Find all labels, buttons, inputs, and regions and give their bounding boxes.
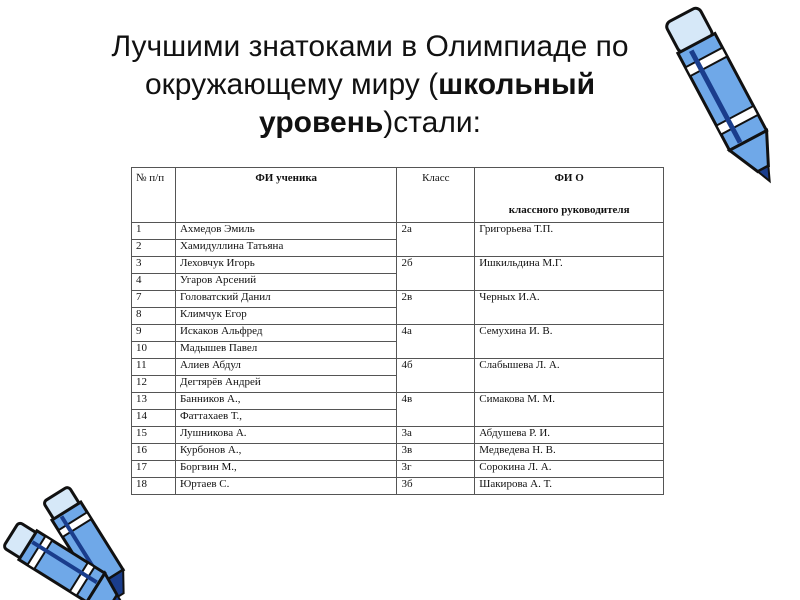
cell-student: Дегтярёв Андрей bbox=[175, 376, 396, 393]
title-part-2: )стали: bbox=[383, 106, 481, 139]
table-row bbox=[132, 393, 664, 410]
cell-student: Головатский Данил bbox=[175, 291, 396, 308]
title-bold: школьный уровень bbox=[259, 68, 596, 139]
cell-student: Искаков Альфред bbox=[175, 325, 396, 342]
cell-teacher: Симакова М. М. bbox=[475, 393, 664, 427]
cell-teacher: Ишкильдина М.Г. bbox=[475, 257, 664, 291]
header-class: Класс bbox=[397, 168, 475, 223]
results-table bbox=[131, 167, 664, 495]
slide-title bbox=[70, 28, 670, 142]
header-teacher bbox=[475, 168, 664, 223]
cell-num: 9 bbox=[132, 325, 176, 342]
cell-num: 15 bbox=[132, 427, 176, 444]
cell-class: 4в bbox=[397, 393, 475, 427]
cell-teacher: Шакирова А. Т. bbox=[475, 478, 664, 495]
cell-class: 3в bbox=[397, 444, 475, 461]
table-row bbox=[132, 223, 664, 240]
cell-num: 3 bbox=[132, 257, 176, 274]
table-header-row bbox=[132, 168, 664, 223]
cell-teacher: Сорокина Л. А. bbox=[475, 461, 664, 478]
table-row bbox=[132, 257, 664, 274]
cell-teacher: Семухина И. В. bbox=[475, 325, 664, 359]
table-row bbox=[132, 427, 664, 444]
cell-class: 2а bbox=[397, 223, 475, 257]
cell-num: 17 bbox=[132, 461, 176, 478]
cell-num: 2 bbox=[132, 240, 176, 257]
cell-class: 2в bbox=[397, 291, 475, 325]
cell-num: 14 bbox=[132, 410, 176, 427]
table-row bbox=[132, 359, 664, 376]
cell-num: 1 bbox=[132, 223, 176, 240]
cell-student: Боргвин М., bbox=[175, 461, 396, 478]
table-row bbox=[132, 461, 664, 478]
cell-student: Леховчук Игорь bbox=[175, 257, 396, 274]
cell-student: Хамидуллина Татьяна bbox=[175, 240, 396, 257]
table-row bbox=[132, 325, 664, 342]
cell-teacher: Григорьева Т.П. bbox=[475, 223, 664, 257]
cell-student: Алиев Абдул bbox=[175, 359, 396, 376]
cell-num: 10 bbox=[132, 342, 176, 359]
cell-student: Юртаев С. bbox=[175, 478, 396, 495]
cell-teacher: Абдушева Р. И. bbox=[475, 427, 664, 444]
table-row bbox=[132, 291, 664, 308]
cell-student: Угаров Арсений bbox=[175, 274, 396, 291]
cell-teacher: Слабышева Л. А. bbox=[475, 359, 664, 393]
cell-num: 8 bbox=[132, 308, 176, 325]
cell-num: 11 bbox=[132, 359, 176, 376]
table-row bbox=[132, 478, 664, 495]
cell-class: 4б bbox=[397, 359, 475, 393]
cell-student: Мадышев Павел bbox=[175, 342, 396, 359]
cell-num: 4 bbox=[132, 274, 176, 291]
cell-class: 4а bbox=[397, 325, 475, 359]
cell-student: Курбонов А., bbox=[175, 444, 396, 461]
header-teacher-line1: ФИ О bbox=[554, 172, 584, 184]
crayon-top-right-icon bbox=[660, 0, 790, 195]
crayon-bottom-left-icon bbox=[0, 478, 175, 600]
title-part-1: Лучшими знатоками в Олимпиаде по окружающему миру ( bbox=[111, 30, 629, 101]
cell-teacher: Черных И.А. bbox=[475, 291, 664, 325]
cell-num: 16 bbox=[132, 444, 176, 461]
cell-num: 13 bbox=[132, 393, 176, 410]
cell-num: 12 bbox=[132, 376, 176, 393]
cell-class: 3г bbox=[397, 461, 475, 478]
cell-student: Ахмедов Эмиль bbox=[175, 223, 396, 240]
cell-class: 3а bbox=[397, 427, 475, 444]
cell-student: Банников А., bbox=[175, 393, 396, 410]
header-student: ФИ ученика bbox=[175, 168, 396, 223]
cell-student: Лушникова А. bbox=[175, 427, 396, 444]
cell-class: 2б bbox=[397, 257, 475, 291]
table-row bbox=[132, 444, 664, 461]
cell-num: 7 bbox=[132, 291, 176, 308]
cell-num: 18 bbox=[132, 478, 176, 495]
cell-class: 3б bbox=[397, 478, 475, 495]
header-teacher-line2: классного руководителя bbox=[508, 204, 630, 216]
cell-student: Климчук Егор bbox=[175, 308, 396, 325]
header-num: № п/п bbox=[132, 168, 176, 223]
cell-teacher: Медведева Н. В. bbox=[475, 444, 664, 461]
cell-student: Фаттахаев Т., bbox=[175, 410, 396, 427]
